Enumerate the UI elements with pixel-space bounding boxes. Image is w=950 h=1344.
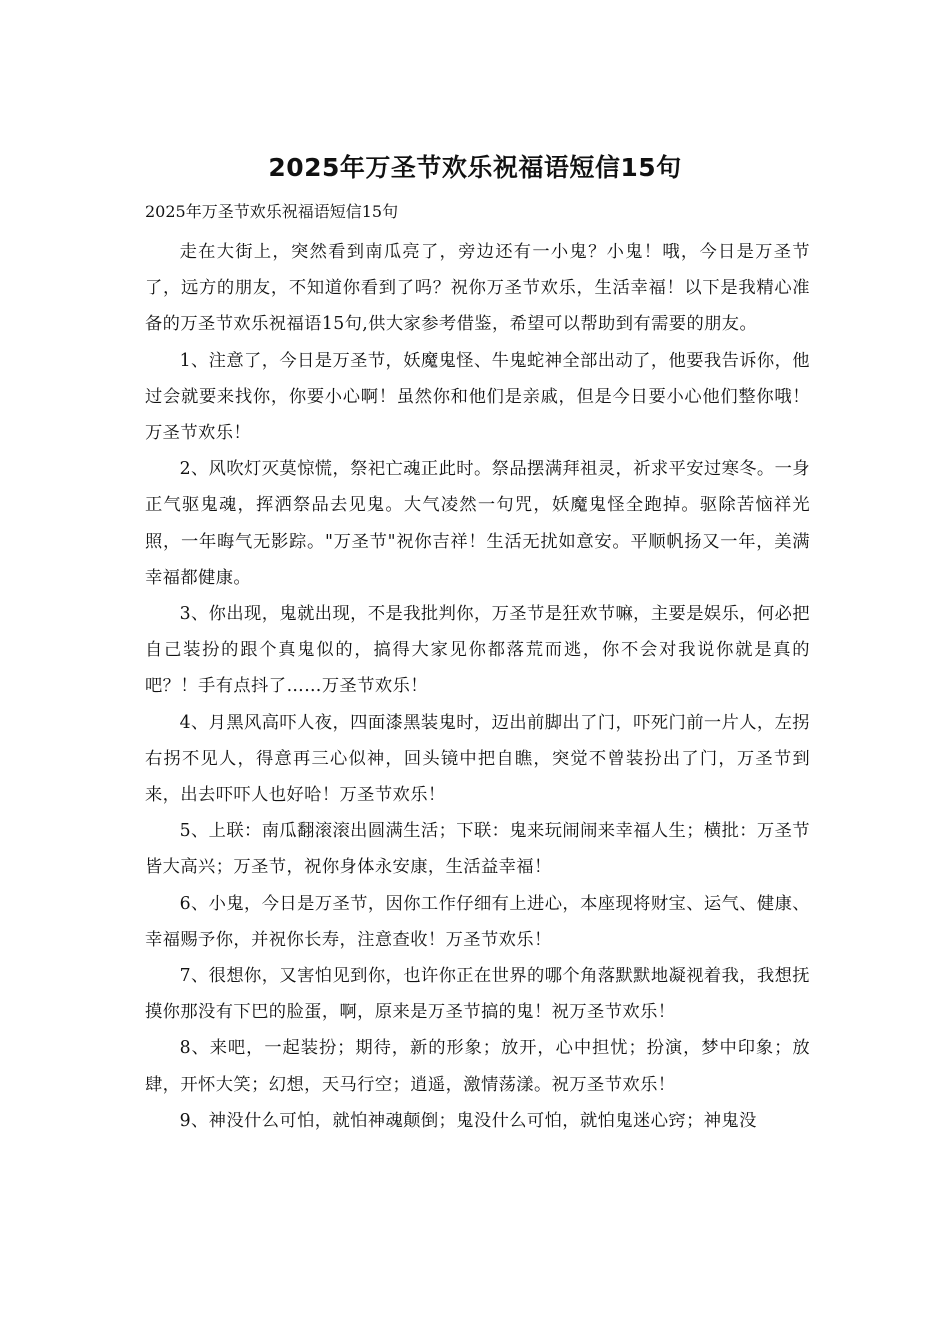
paragraph-2: 2、风吹灯灭莫惊慌，祭祀亡魂正此时。祭品摆满拜祖灵，祈求平安过寒冬。一身正气驱鬼魂，挥洒祭品去见鬼。大气凌然一句咒，妖魔鬼怪全跑掉。驱除苦恼祥光照，一年晦气无影踪。"万圣节"祝你吉祥！生活无扰如意安。平顺帆扬又一年，美满幸福都健康。 [145, 459, 810, 588]
paragraph-9: 9、神没什么可怕，就怕神魂颠倒；鬼没什么可怕，就怕鬼迷心窍；神鬼没 [179, 1110, 757, 1131]
document-body [145, 234, 810, 1139]
paragraph-1: 1、注意了，今日是万圣节，妖魔鬼怪、牛鬼蛇神全部出动了，他要我告诉你，他过会就要来找你，你要小心啊！虽然你和他们是亲戚，但是今日要小心他们整你哦！万圣节欢乐！ [145, 350, 810, 444]
document-subtitle: 2025年万圣节欢乐祝福语短信15句 [145, 202, 399, 221]
intro-paragraph: 走在大街上，突然看到南瓜亮了，旁边还有一小鬼？小鬼！哦，今日是万圣节了，远方的朋友，不知道你看到了吗？祝你万圣节欢乐，生活幸福！以下是我精心准备的万圣节欢乐祝福语15句,供大家参考借鉴，希望可以帮助到有需要的朋友。 [145, 242, 810, 335]
paragraph-5: 5、上联：南瓜翻滚滚出圆满生活；下联：鬼来玩闹闹来幸福人生；横批：万圣节皆大高兴；万圣节，祝你身体永安康，生活益幸福！ [145, 821, 810, 878]
paragraph-3: 3、你出现，鬼就出现，不是我批判你，万圣节是狂欢节嘛，主要是娱乐，何必把自己装扮的跟个真鬼似的，搞得大家见你都落荒而逃，你不会对我说你就是真的吧？！手有点抖了……万圣节欢乐！ [145, 604, 810, 697]
document-title: 2025年万圣节欢乐祝福语短信15句 [268, 153, 682, 182]
paragraph-8: 8、来吧，一起装扮；期待，新的形象；放开，心中担忧；扮演，梦中印象；放肆，开怀大笑；幻想，天马行空；逍遥，激情荡漾。祝万圣节欢乐！ [145, 1038, 810, 1095]
paragraph-7: 7、很想你，又害怕见到你，也许你正在世界的哪个角落默默地凝视着我，我想抚摸你那没有下巴的脸蛋，啊，原来是万圣节搞的鬼！祝万圣节欢乐！ [145, 966, 810, 1023]
paragraph-4: 4、月黑风高吓人夜，四面漆黑装鬼时，迈出前脚出了门，吓死门前一片人，左拐右拐不见人，得意再三心似神，回头镜中把自瞧，突觉不曾装扮出了门，万圣节到来，出去吓吓人也好哈！万圣节欢乐！ [145, 712, 810, 806]
paragraph-6: 6、小鬼，今日是万圣节，因你工作仔细有上进心，本座现将财宝、运气、健康、幸福赐予你，并祝你长寿，注意查收！万圣节欢乐！ [145, 893, 810, 950]
